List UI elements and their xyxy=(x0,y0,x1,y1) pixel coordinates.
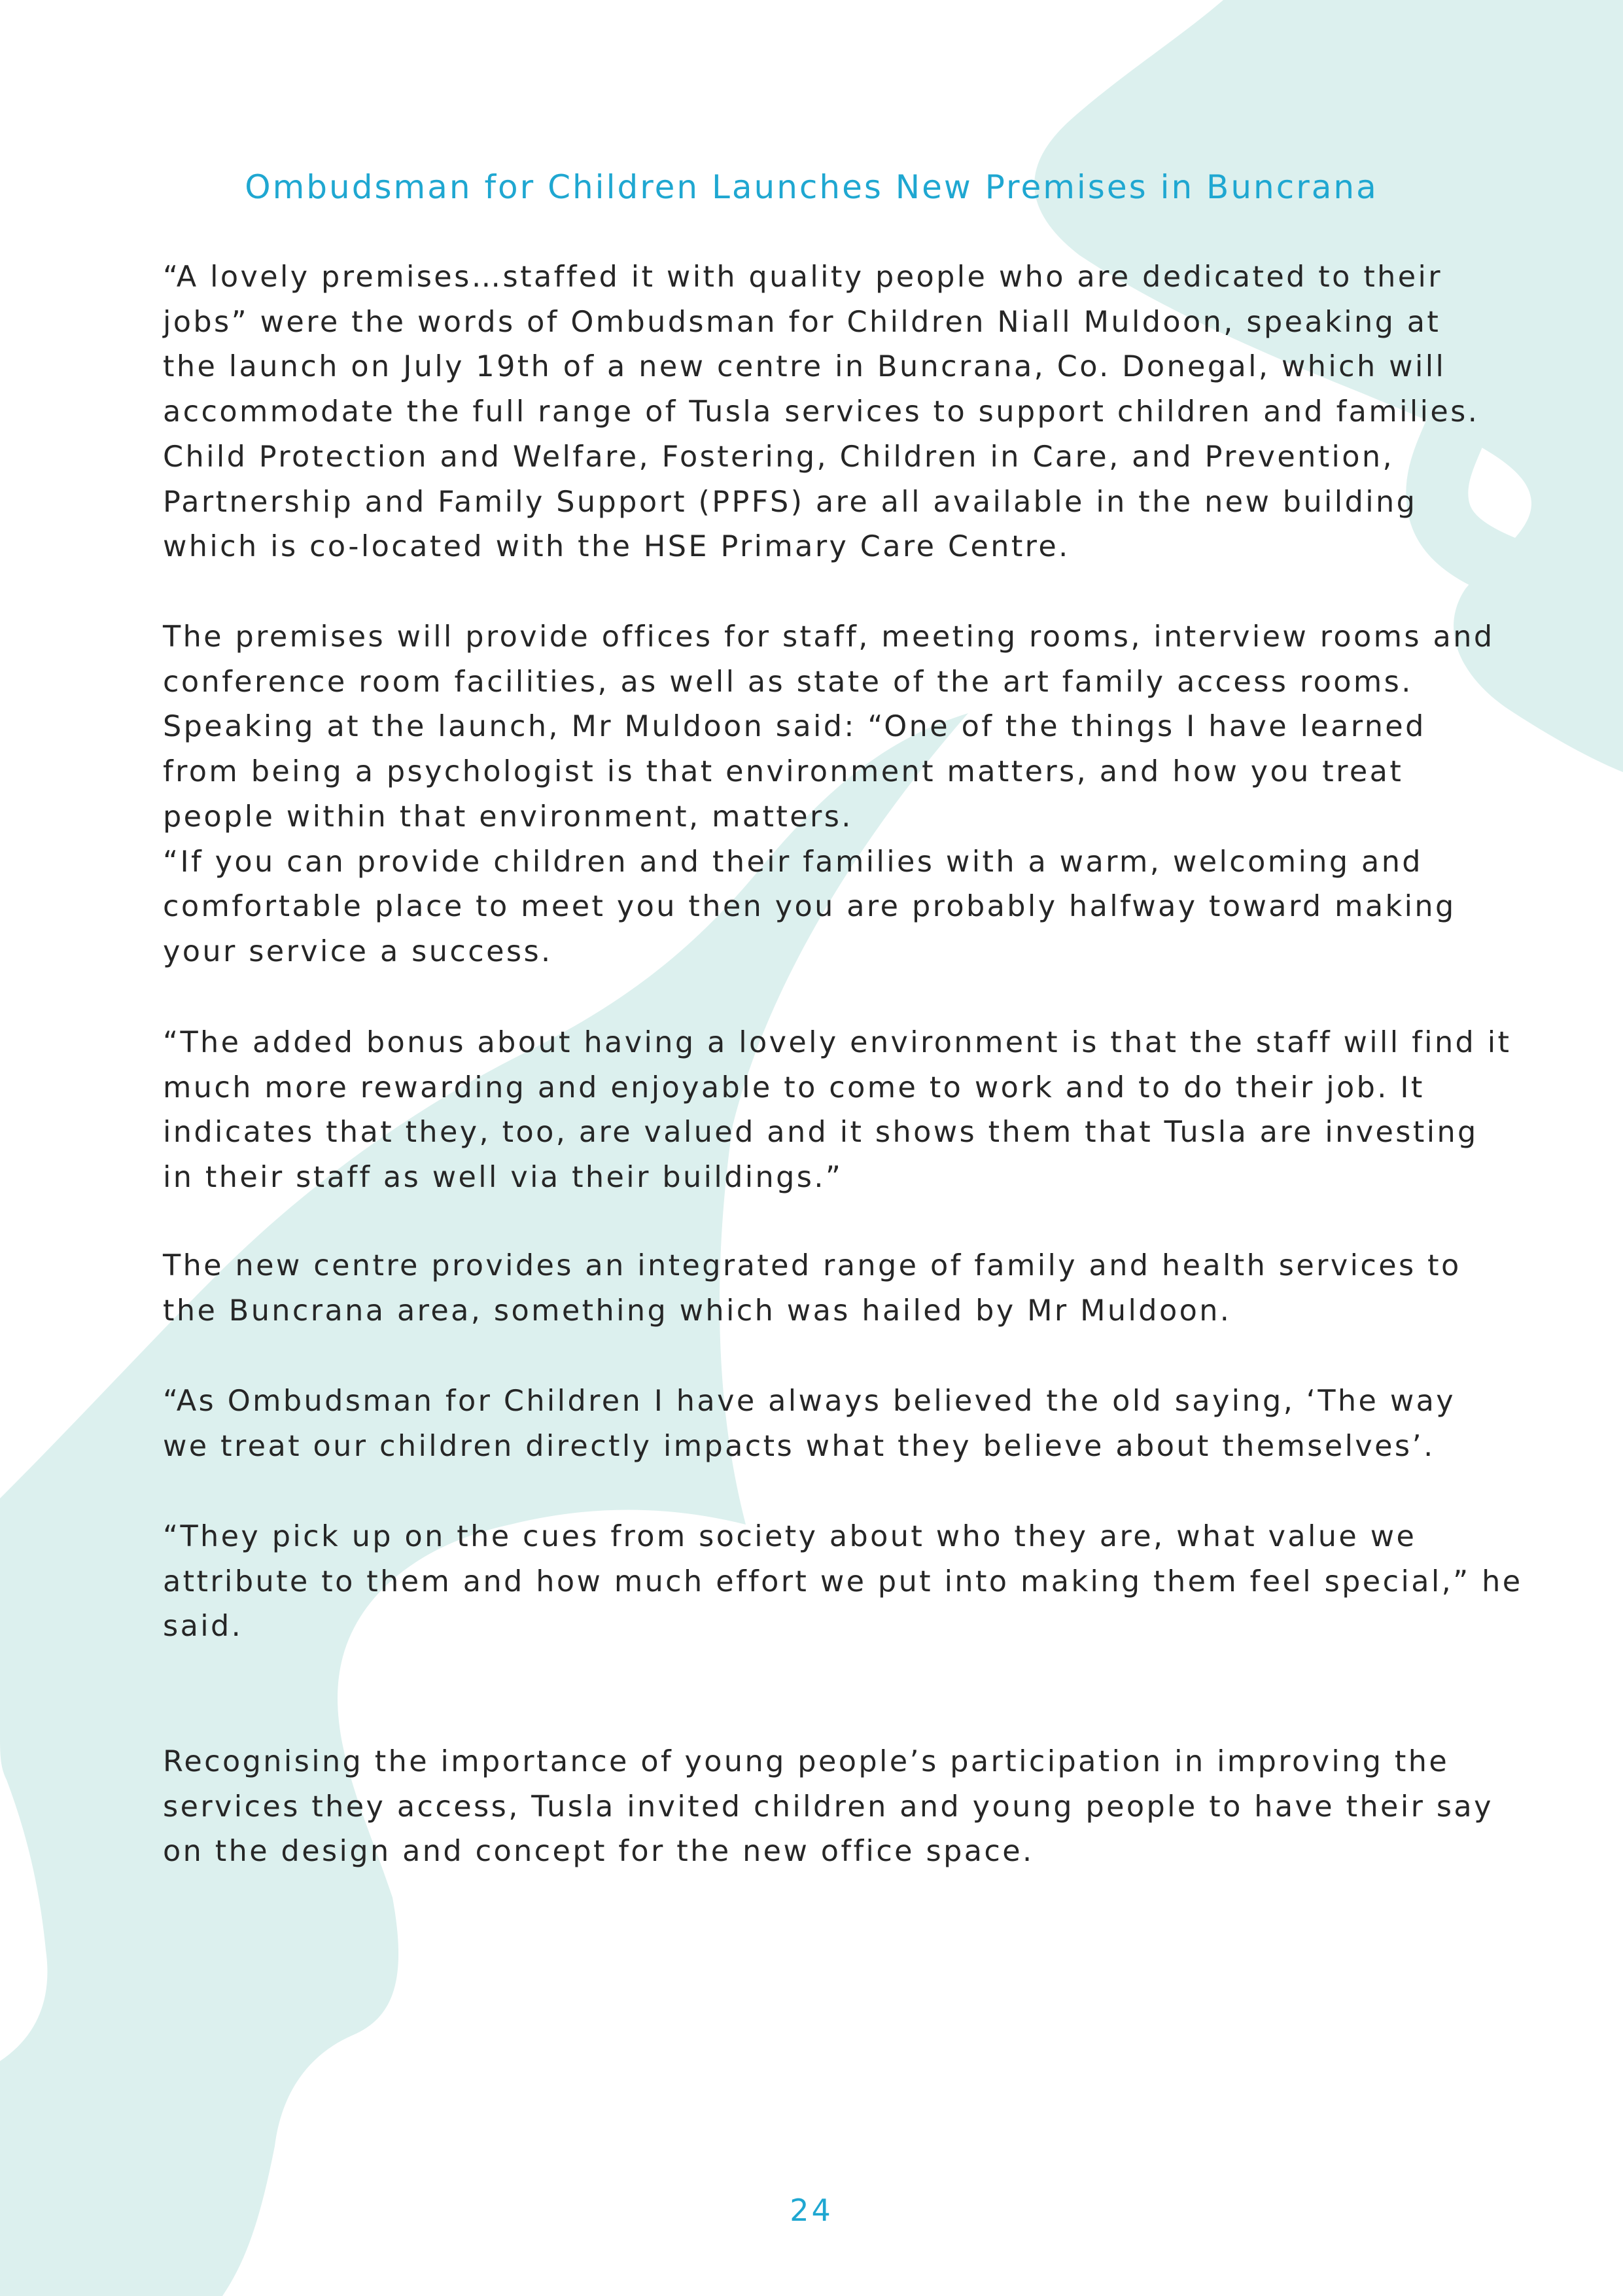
paragraph-line: much more rewarding and enjoyable to come to work and to do their job. It xyxy=(163,1070,1425,1104)
paragraph-line: we treat our children directly impacts what they believe about themselves’. xyxy=(163,1429,1435,1463)
paragraph-7 xyxy=(163,1740,1493,1875)
paragraph-line: Child Protection and Welfare, Fostering, Children in Care, and Prevention, xyxy=(163,440,1395,474)
paragraph-line: jobs” were the words of Ombudsman for Children Niall Muldoon, speaking at xyxy=(163,305,1441,339)
paragraph-line: Speaking at the launch, Mr Muldoon said: “One of the things I have learned xyxy=(163,710,1426,744)
paragraph-line: “They pick up on the cues from society about who they are, what value we xyxy=(163,1520,1417,1553)
paragraph-line: conference room facilities, as well as state of the art family access rooms. xyxy=(163,665,1413,699)
paragraph-line: said. xyxy=(163,1610,243,1644)
paragraph-line: The premises will provide offices for staff, meeting rooms, interview rooms and xyxy=(163,620,1495,654)
paragraph-line: which is co-located with the HSE Primary Care Centre. xyxy=(163,530,1070,564)
paragraph-6 xyxy=(163,1515,1523,1650)
paragraph-line: people within that environment, matters. xyxy=(163,800,853,834)
paragraph-line: in their staff as well via their buildings.” xyxy=(163,1161,843,1195)
paragraph-line: “The added bonus about having a lovely environment is that the staff will find it xyxy=(163,1026,1512,1059)
paragraph-line: accommodate the full range of Tusla services to support children and families. xyxy=(163,395,1480,429)
paragraph-1 xyxy=(163,255,1478,570)
paragraph-line: attribute to them and how much effort we put into making them feel special,” he xyxy=(163,1564,1523,1598)
page-number: 24 xyxy=(790,2193,833,2228)
paragraph-line: “As Ombudsman for Children I have always believed the old saying, ‘The way xyxy=(163,1385,1456,1418)
paragraph-line: the Buncrana area, something which was hailed by Mr Muldoon. xyxy=(163,1294,1232,1328)
paragraph-line: on the design and concept for the new office space. xyxy=(163,1835,1034,1869)
paragraph-line: The new centre provides an integrated range of family and health services to xyxy=(163,1249,1461,1282)
paragraph-line: services they access, Tusla invited children and young people to have their say xyxy=(163,1790,1493,1824)
page-title: Ombudsman for Children Launches New Premises in Buncrana xyxy=(245,168,1378,206)
paragraph-5 xyxy=(163,1379,1478,1469)
paragraph-line: comfortable place to meet you then you are probably halfway toward making xyxy=(163,890,1456,924)
paragraph-line: Recognising the importance of young people’s participation in improving the xyxy=(163,1745,1450,1778)
paragraph-line: from being a psychologist is that environment matters, and how you treat xyxy=(163,755,1404,789)
paragraph-line: “A lovely premises…staffed it with quality people who are dedicated to their xyxy=(163,260,1443,294)
paragraph-line: indicates that they, too, are valued and it shows them that Tusla are investing xyxy=(163,1116,1478,1150)
paragraph-line: the launch on July 19th of a new centre in Buncrana, Co. Donegal, which will xyxy=(163,350,1446,384)
paragraph-line: “If you can provide children and their families with a warm, welcoming and xyxy=(163,845,1423,879)
paragraph-2 xyxy=(163,615,1495,975)
paragraph-line: your service a success. xyxy=(163,934,553,968)
paragraph-3 xyxy=(163,1021,1512,1201)
paragraph-line: Partnership and Family Support (PPFS) are all available in the new building xyxy=(163,485,1418,519)
paragraph-4 xyxy=(163,1244,1478,1333)
